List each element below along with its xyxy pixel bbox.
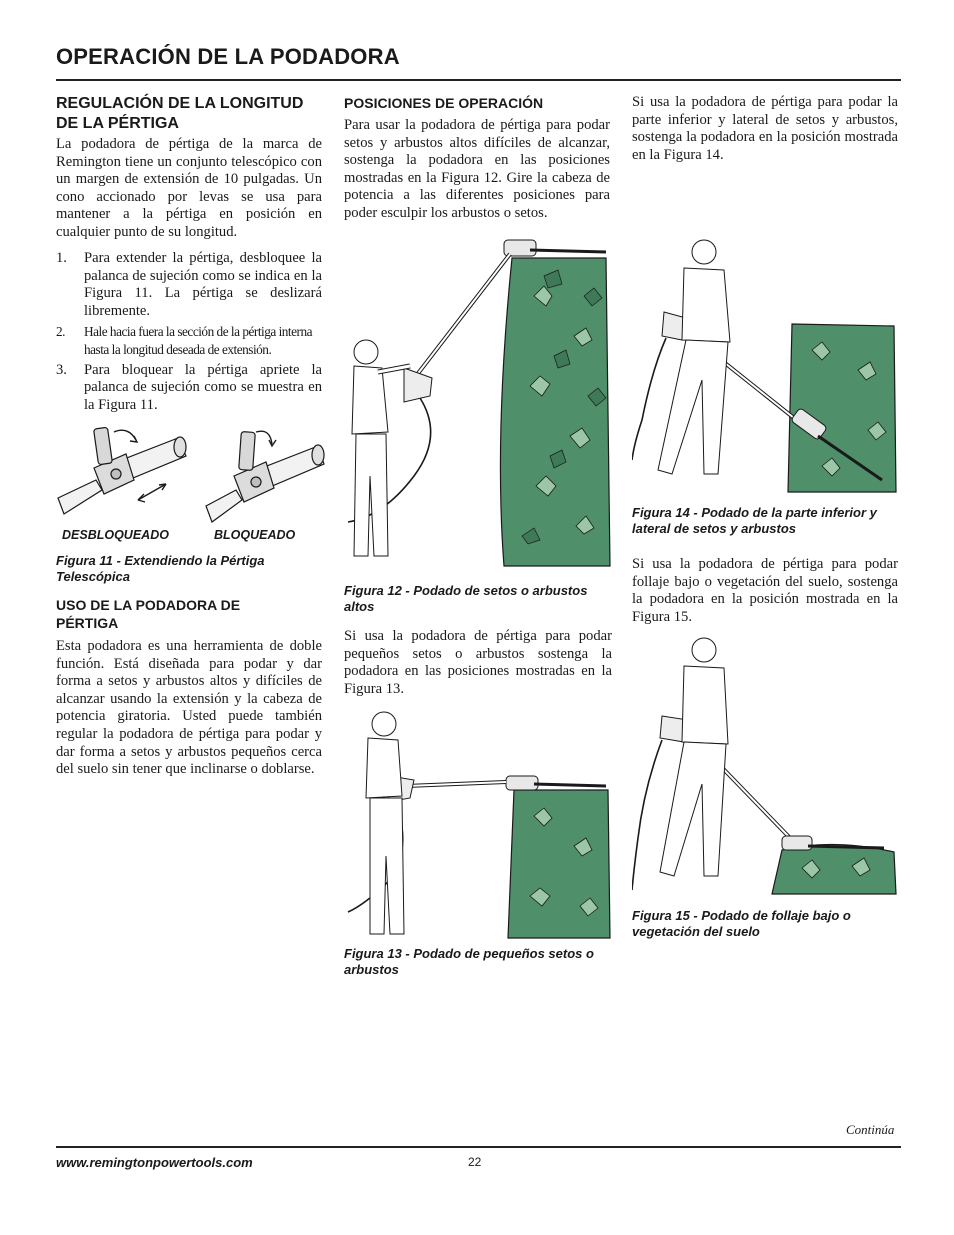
figure-14-image [632,230,898,494]
pole-use-paragraph: Esta podadora es una herramienta de doble función. Está diseñada para podar y dar forma a setos y arbustos altos y difíciles de alcanzar usando la extensión y la cabeza de potencia giratoria. Usted puede también regular la podadora de pértiga para podar y dar forma a setos y arbustos pequeños cerca del suelo sin tener que inclinarse o doblarse. [56,638,322,778]
intro-paragraph: La podadora de pértiga de la marca de Remington tiene un conjunto telescópico con un margen de extensión de 10 pulgadas. Un cono accionado por levas se usa para mantener a la pértiga en posición en cualquier punto de su longitud. [56,136,322,240]
label-locked: BLOQUEADO [214,528,296,542]
steps-list [56,250,322,417]
list-item: 3. Para bloquear la pértiga apriete la palanca de sujeción como se muestra en la Figura 11. [56,361,322,413]
heading-pole-length: REGULACIÓN DE LA LONGITUD DE LA PÉRTIGA [56,95,304,132]
figure-12-image [344,236,614,572]
figure-13-caption: Figura 13 - Podado de pequeños setos o arbustos [344,946,594,977]
website-link[interactable]: www.remingtonpowertools.com [56,1155,253,1170]
ground-foliage-paragraph: Si usa la podadora de pértiga para podar follaje bajo o vegetación del suelo, sostenga la podadora en la posición mostrada en la Figura 15. [632,556,898,625]
page-number: 22 [468,1155,482,1169]
heading-operating-positions: POSICIONES DE OPERACIÓN [344,95,544,111]
small-hedge-trimming-illustration [344,706,614,940]
header-rule [56,79,901,81]
continues-note: Continúa [846,1122,895,1137]
figure-15-caption: Figura 15 - Podado de follaje bajo o vegetación del suelo [632,908,851,939]
footer-rule [56,1146,901,1148]
list-item: 1. Para extender la pértiga, desbloquee la palanca de sujeción como se indica en la Figura 11. La pértiga se deslizará libremente. [56,250,322,319]
figure-12-caption: Figura 12 - Podado de setos o arbustos altos [344,583,588,614]
figure-11-caption: Figura 11 - Extendiendo la Pértiga Telescópica [56,553,265,584]
lower-hedge-paragraph: Si usa la podadora de pértiga para podar la parte inferior y lateral de setos y arbustos, sostenga la podadora en la posición mostrada en la Figura 14. [632,94,898,163]
figure-13-image [344,706,614,940]
page-title: OPERACIÓN DE LA PODADORA [56,44,400,69]
small-hedge-paragraph: Si usa la podadora de pértiga para podar pequeños setos o arbustos sostenga la podadora en las posiciones mostradas en la Figura 13. [344,628,612,697]
telescopic-pole-illustration [56,418,326,530]
label-unlocked: DESBLOQUEADO [62,528,169,542]
figure-15-image [632,628,898,898]
figure-11-image [56,418,326,530]
list-item: 2. Hale hacia fuera la sección de la pértiga interna hasta la longitud deseada de extensión. [56,324,312,357]
tall-hedge-trimming-illustration [344,236,614,572]
ground-foliage-trimming-illustration [632,628,898,898]
heading-pole-use: USO DE LA PODADORA DE PÉRTIGA [56,597,241,631]
operating-positions-paragraph: Para usar la podadora de pértiga para podar setos y arbustos altos difíciles de alcanzar, sostenga la podadora en las posiciones mostradas en la Figura 12. Gire la cabeza de potencia a las diferentes posiciones para poder esculpir los arbustos o setos. [344,117,610,221]
figure-14-caption: Figura 14 - Podado de la parte inferior y lateral de setos y arbustos [632,505,877,536]
lower-hedge-trimming-illustration [632,230,898,494]
